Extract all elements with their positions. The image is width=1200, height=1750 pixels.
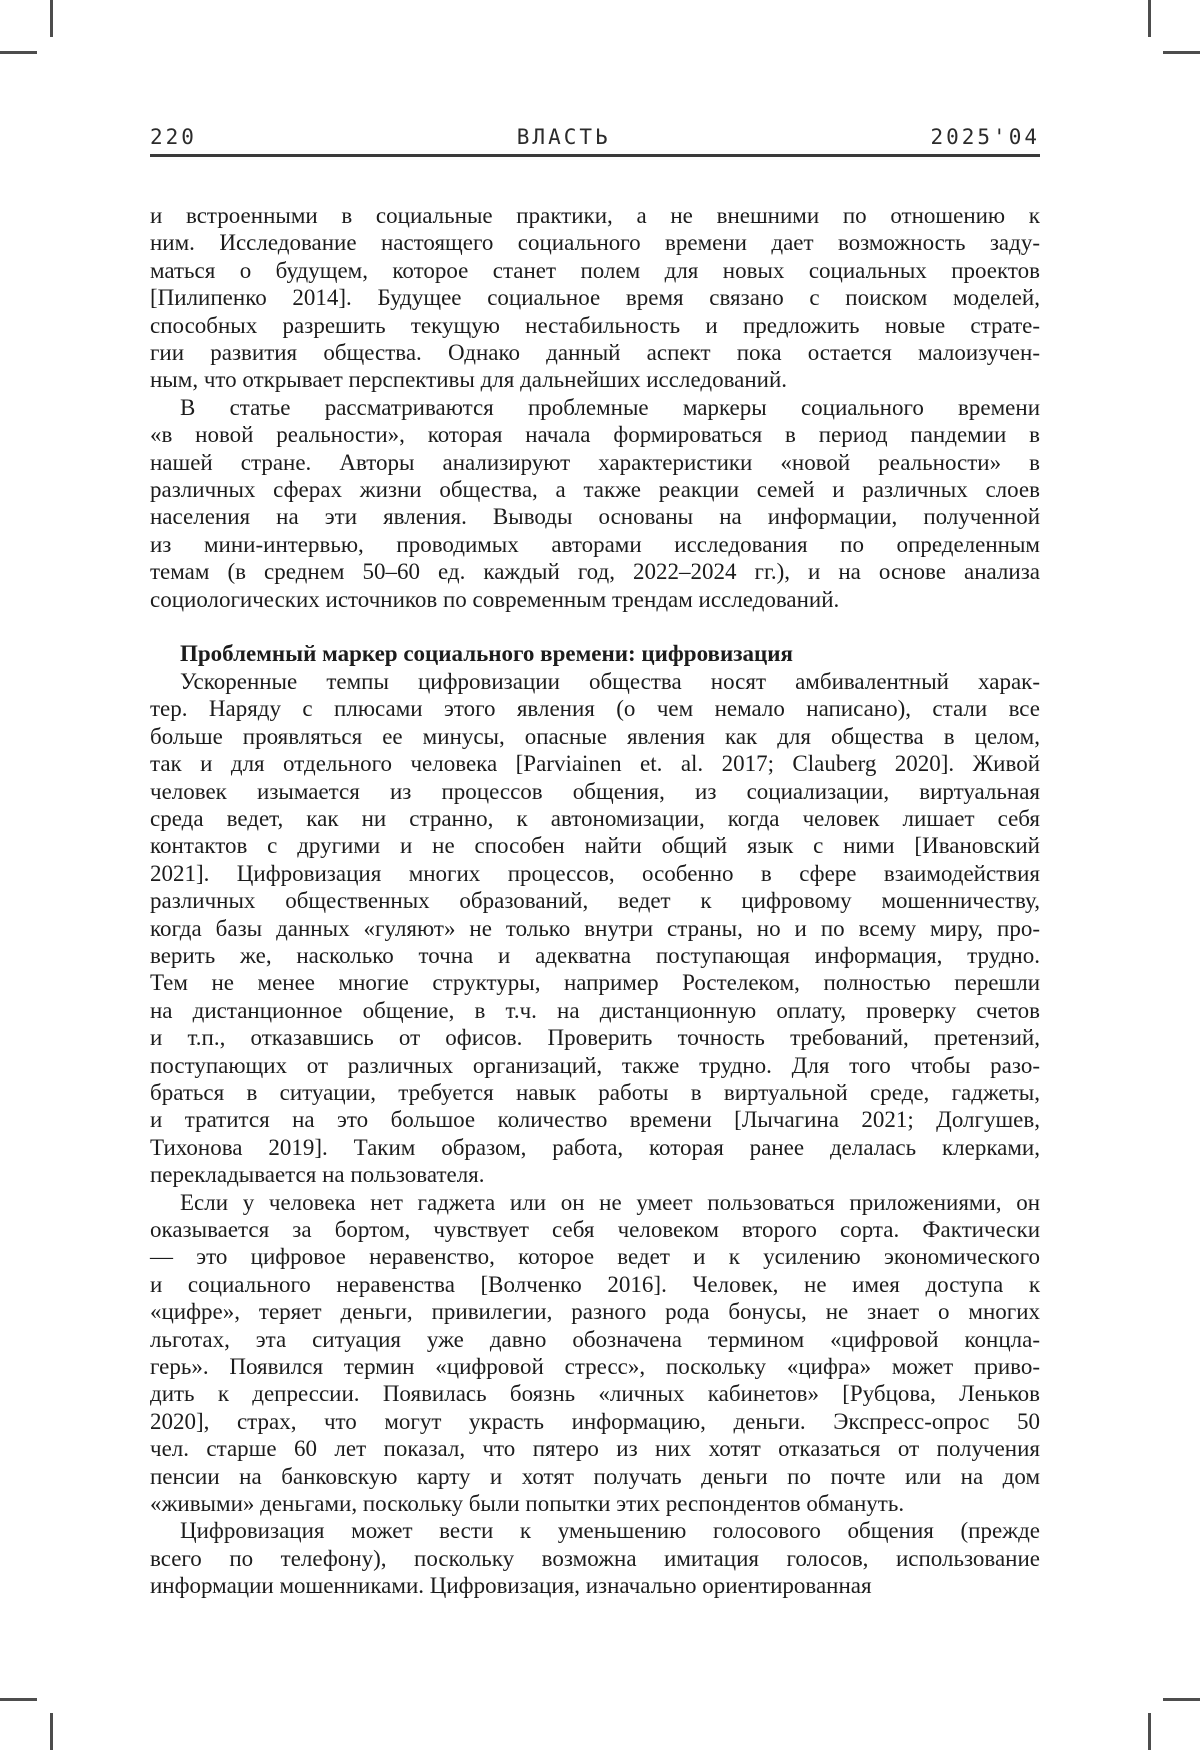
paragraph (150, 668, 1040, 1189)
text-line: верить же, насколько точна и адекватна поступающая информация, трудно. (150, 942, 1040, 968)
text-line: населения на эти явления. Выводы основаны на информации, полученной (150, 504, 1040, 530)
paragraph (150, 1517, 1040, 1599)
text-line: 2021]. Цифровизация многих процессов, особенно в сфере взаимодействия (150, 860, 1040, 886)
crop-mark-top-left-vertical (50, 0, 53, 37)
crop-mark-top-right-horizontal (1163, 51, 1200, 54)
text-line: контактов с другими и не способен найти общий язык с ними [Ивановский (150, 833, 1040, 859)
text-line: гии развития общества. Однако данный аспект пока остается малоизучен- (150, 340, 1040, 366)
text-line: ним. Исследование настоящего социального времени дает возможность заду- (150, 230, 1040, 256)
page-content (150, 126, 1040, 1600)
text-line: социологических источников по современным трендам исследований. (150, 586, 840, 612)
text-line: герь». Появился термин «цифровой стресс», поскольку «цифра» может приво- (150, 1354, 1040, 1380)
text-line: из мини-интервью, проводимых авторами исследования по определенным (150, 531, 1040, 557)
text-line: «в новой реальности», которая начала формироваться в период пандемии в (150, 422, 1040, 448)
text-line: и тратится на это большое количество времени [Лычагина 2021; Долгушев, (150, 1107, 1040, 1133)
text-line: на дистанционное общение, в т.ч. на дистанционную оплату, проверку счетов (150, 997, 1040, 1023)
issue-number: 2025'04 (930, 125, 1040, 149)
text-line: 2020], страх, что могут украсть информацию, деньги. Экспресс-опрос 50 (150, 1408, 1040, 1434)
text-line: ным, что открывает перспективы для дальнейших исследований. (150, 367, 788, 393)
crop-mark-top-right-vertical (1148, 0, 1151, 37)
crop-mark-bottom-right-vertical (1148, 1713, 1151, 1750)
text-line: когда базы данных «гуляют» не только внутри страны, но и по всему миру, про- (150, 915, 1040, 941)
text-line: среда ведет, как ни странно, к автономизации, когда человек лишает себя (150, 805, 1040, 831)
text-line: «живыми» деньгами, поскольку были попытки этих респондентов обмануть. (150, 1491, 905, 1517)
text-line: всего по телефону), поскольку возможна имитация голосов, использование (150, 1545, 1040, 1571)
text-line: тер. Наряду с плюсами этого явления (о чем немало написано), стали все (150, 696, 1040, 722)
text-line: способных разрешить текущую нестабильность и предложить новые страте- (150, 312, 1040, 338)
text-line: и социального неравенства [Волченко 2016]. Человек, не имея доступа к (150, 1271, 1040, 1297)
journal-title: ВЛАСТЬ (516, 125, 611, 149)
text-line: поступающих от различных организаций, также трудно. Для того чтобы разо- (150, 1052, 1040, 1078)
text-line: различных сферах жизни общества, а также реакции семей и различных слоев (150, 477, 1040, 503)
text-line: перекладывается на пользователя. (150, 1162, 485, 1188)
crop-mark-bottom-right-horizontal (1163, 1698, 1200, 1701)
paragraph (150, 394, 1040, 613)
text-line: так и для отдельного человека [Parviainen et. al. 2017; Clauberg 2020]. Живой (150, 751, 1040, 777)
text-line: человек изымается из процессов общения, из социализации, виртуальная (150, 778, 1040, 804)
text-line: нашей стране. Авторы анализируют характеристики «новой реальности» в (150, 449, 1040, 475)
text-line: [Пилипенко 2014]. Будущее социальное время связано с поиском моделей, (150, 285, 1040, 311)
section-heading (150, 640, 1040, 667)
text-line: оказывается за бортом, чувствует себя человеком второго сорта. Фактически (150, 1217, 1040, 1243)
running-head (150, 126, 1040, 157)
crop-mark-top-left-horizontal (0, 51, 37, 54)
text-line: различных общественных образований, ведет к цифровому мошенничеству, (150, 888, 1040, 914)
text-line: дить к депрессии. Появилась боязнь «личных кабинетов» [Рубцова, Леньков (150, 1381, 1040, 1407)
crop-mark-bottom-left-horizontal (0, 1698, 37, 1701)
text-line: В статье рассматриваются проблемные маркеры социального времени (180, 394, 1040, 420)
text-line: льготах, эта ситуация уже давно обозначена термином «цифровой концла- (150, 1326, 1040, 1352)
text-line: Тем не менее многие структуры, например Ростелеком, полностью перешли (150, 970, 1040, 996)
text-line: и т.п., отказавшись от офисов. Проверить точность требований, претензий, (150, 1025, 1040, 1051)
text-line: Если у человека нет гаджета или он не умеет пользоваться приложениями, он (180, 1189, 1040, 1215)
text-line: Тихонова 2019]. Таким образом, работа, которая ранее делалась клерками, (150, 1134, 1040, 1160)
text-line: информации мошенниками. Цифровизация, изначально ориентированная (150, 1573, 872, 1599)
text-line: — это цифровое неравенство, которое ведет и к усилению экономического (150, 1244, 1040, 1270)
text-line: пенсии на банковскую карту и хотят получать деньги по почте или на дом (150, 1463, 1040, 1489)
text-line: чел. старше 60 лет показал, что пятеро из них хотят отказаться от получения (150, 1436, 1040, 1462)
text-line: «цифре», теряет деньги, привилегии, разного рода бонусы, не знает о многих (150, 1299, 1040, 1325)
paragraph (150, 202, 1040, 394)
text-line: больше проявляться ее минусы, опасные явления как для общества в целом, (150, 723, 1040, 749)
text-line: Ускоренные темпы цифровизации общества носят амбивалентный харак- (180, 668, 1040, 694)
crop-mark-bottom-left-vertical (50, 1713, 53, 1750)
text-line: Цифровизация может вести к уменьшению голосового общения (прежде (180, 1518, 1040, 1544)
text-line: маться о будущем, которое станет полем для новых социальных проектов (150, 257, 1040, 283)
text-line: и встроенными в социальные практики, а не внешними по отношению к (150, 203, 1040, 228)
paragraph (150, 1189, 1040, 1518)
text-line: темам (в среднем 50–60 ед. каждый год, 2022–2024 гг.), и на основе анализа (150, 559, 1040, 585)
text-line: браться в ситуации, требуется навык работы в виртуальной среде, гаджеты, (150, 1079, 1040, 1105)
page-body (150, 202, 1040, 1600)
text-line: Проблемный маркер социального времени: цифровизация (180, 641, 793, 667)
page-number: 220 (150, 125, 197, 149)
